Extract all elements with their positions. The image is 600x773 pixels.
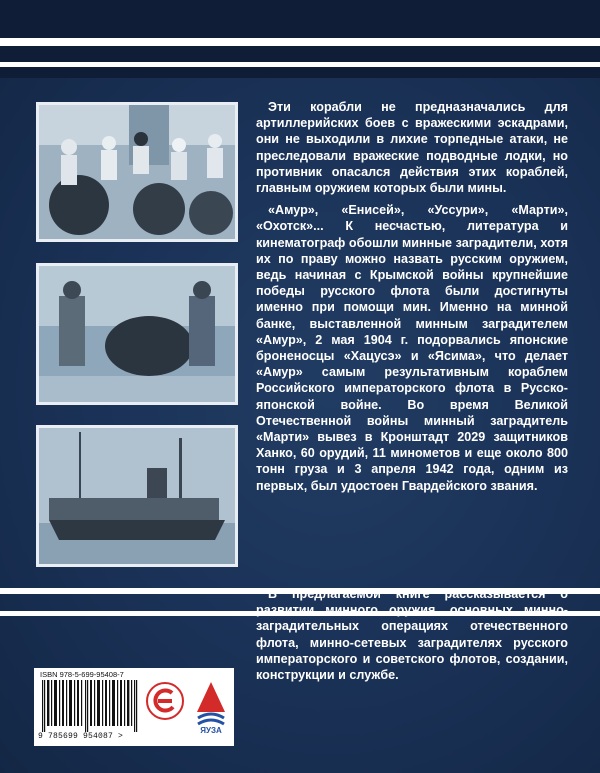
top-stripe-upper — [0, 38, 600, 46]
paragraph-2: «Амур», «Енисей», «Уссури», «Марти», «Охотск»... К несчастью, литература и кинематограф обошли минные заградители, хотя их по праву можно назвать русским оружием, ведь начиная с Крымской войны крупнейшие победы русского флота были достигнуты именно при помощи мин. Именно на минной банке, выставленной минным заградителем «Амур», 2 мая 1904 г. подорвались японские броненосцы «Хацусэ» и «Ясима», что делает «Амур» самым результативным кораблем Российского императорского флота в Русско-японской войне. Во время Великой Отечественной войны минный заградитель «Марти» вывез в Кронштадт 2029 защитников Ханко, 60 орудий, 11 минометов и еще около 800 тонн груза и 3 апреля 1942 года, одним из первых, был удостоен Гвардейского звания. — [256, 203, 568, 493]
paragraph-3: В предлагаемой книге рассказывается о развитии минного оружия, основных минно-заградительных операциях отечественного флота, минно-сетевых заградителях русского императорского и советского флотов, создании, конструкции и службе. — [256, 587, 568, 683]
barcode-panel — [34, 668, 234, 746]
publisher-logo-text: ЯУЗА — [200, 726, 222, 735]
photo-sailors-with-mine — [36, 263, 238, 405]
eksmo-logo-icon — [146, 682, 184, 720]
annotation-text — [256, 99, 568, 494]
barcode-icon — [40, 680, 140, 732]
isbn-label: ISBN 978-5-699-95408-7 — [40, 670, 124, 679]
barcode-digits: 9 785699 954087 > — [38, 732, 124, 741]
paragraph-1: Эти корабли не предназначались для артиллерийских боев с вражескими эскадрами, они не выходили в лихие торпедные атаки, не преследовали вражеские подводные лодки, но противник опасался действия этих кораблей, главным оружием которых были мины. — [256, 100, 568, 196]
photo-crew-with-mines — [36, 102, 238, 242]
top-stripe-lower — [0, 62, 600, 67]
photo-minelayer-ship — [36, 425, 238, 567]
